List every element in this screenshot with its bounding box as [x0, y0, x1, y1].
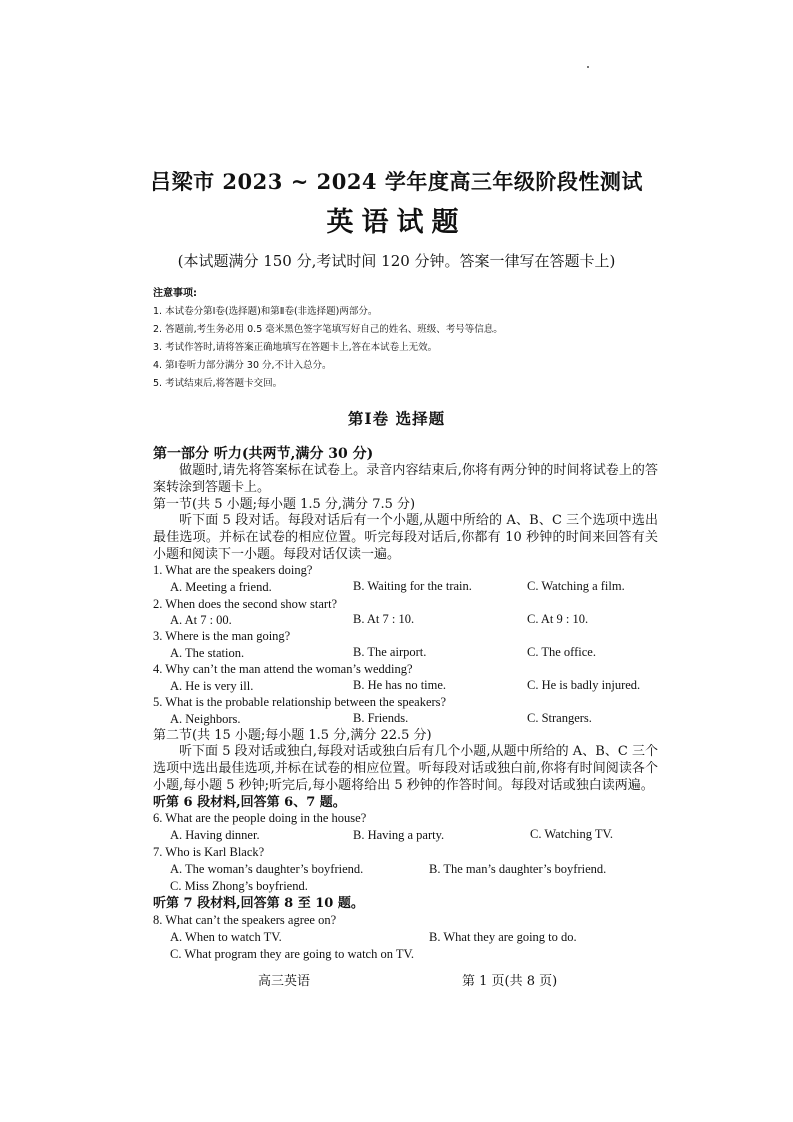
option-c: C. Watching TV. — [530, 827, 614, 841]
option-a: A. He is very ill. — [170, 679, 254, 693]
section2-heading: 第二节(共 15 小题;每小题 1.5 分,满分 22.5 分) — [153, 728, 432, 743]
exam-note: (本试题满分 150 分,考试时间 120 分钟。答案一律写在答题卡上) — [177, 252, 616, 270]
question-stem: 4. Why can’t the man attend the woman’s wedding? — [153, 662, 413, 676]
notice-item: 5. 考试结束后,将答题卡交回。 — [153, 378, 283, 389]
scan-speck — [587, 66, 589, 68]
notice-item: 2. 答题前,考生务必用 0.5 毫米黑色签字笔填写好自己的姓名、班级、考号等信息。 — [153, 324, 503, 335]
question-stem: 1. What are the speakers doing? — [153, 563, 313, 577]
notice-heading: 注意事项: — [153, 288, 197, 299]
option-b: B. What they are going to do. — [429, 930, 577, 944]
option-c: C. Watching a film. — [527, 579, 625, 593]
option-b: B. Having a party. — [353, 828, 445, 842]
question-stem: 7. Who is Karl Black? — [153, 845, 265, 859]
exam-title: 吕梁市 2023 ~ 2024 学年度高三年级阶段性测试 — [150, 169, 643, 194]
part-intro: 做题时,请先将答案标在试卷上。录音内容结束后,你将有两分钟的时间将试卷上的答案转涂到答题卡上。 — [153, 463, 658, 495]
material-instruction: 听第 7 段材料,回答第 8 至 10 题。 — [153, 896, 364, 911]
section1-intro: 听下面 5 段对话。每段对话后有一个小题,从题中所给的 A、B、C 三个选项中选出最佳选项。并标在试卷的相应位置。听完每段对话后,你都有 10 秒钟的时间来回答有关小题和阅读下一小题。每段对话仅读一遍。 — [153, 513, 658, 562]
option-a: A. At 7 : 00. — [170, 613, 232, 627]
option-b: B. The man’s daughter’s boyfriend. — [429, 862, 607, 876]
option-c: C. The office. — [527, 645, 596, 659]
question-stem: 5. What is the probable relationship between the speakers? — [153, 695, 447, 709]
part-heading: 第一部分 听力(共两节,满分 30 分) — [153, 446, 374, 462]
option-b: B. He has no time. — [353, 678, 447, 692]
option-a: A. Having dinner. — [170, 828, 260, 842]
footer-page-number: 第 1 页(共 8 页) — [462, 974, 558, 989]
section2-intro: 听下面 5 段对话或独白,每段对话或独白后有几个小题,从题中所给的 A、B、C 三个选项中选出最佳选项,并标在试卷的相应位置。听每段对话或独白前,你将有时间阅读各个小题,每小题 5 秒钟;听完后,每小题将给出 5 秒钟的作答时间。每段对话或独白读两遍。 — [153, 744, 658, 793]
option-b: B. Waiting for the train. — [353, 579, 472, 593]
notice-item: 1. 本试卷分第Ⅰ卷(选择题)和第Ⅱ卷(非选择题)两部分。 — [153, 306, 378, 317]
option-c: C. He is badly injured. — [527, 678, 641, 692]
question-stem: 8. What can’t the speakers agree on? — [153, 913, 337, 927]
notice-item: 3. 考试作答时,请将答案正确地填写在答题卡上,答在本试卷上无效。 — [153, 342, 438, 353]
section1-heading: 第一节(共 5 小题;每小题 1.5 分,满分 7.5 分) — [153, 497, 416, 512]
section-title: 第Ⅰ卷 选择题 — [347, 409, 446, 428]
option-b: B. Friends. — [353, 711, 409, 725]
option-a: A. Neighbors. — [170, 712, 241, 726]
option-a: A. The station. — [170, 646, 245, 660]
notice-item: 4. 第Ⅰ卷听力部分满分 30 分,不计入总分。 — [153, 360, 332, 371]
material-instruction: 听第 6 段材料,回答第 6、7 题。 — [153, 795, 346, 810]
question-stem: 3. Where is the man going? — [153, 629, 291, 643]
option-b: B. The airport. — [353, 645, 427, 659]
option-c: C. Strangers. — [527, 711, 592, 725]
exam-subtitle: 英语试题 — [326, 207, 467, 238]
option-b: B. At 7 : 10. — [353, 612, 415, 626]
option-a: A. When to watch TV. — [170, 930, 282, 944]
question-stem: 2. When does the second show start? — [153, 597, 338, 611]
footer-subject: 高三英语 — [258, 974, 311, 989]
option-c: C. At 9 : 10. — [527, 612, 589, 626]
option-a: A. The woman’s daughter’s boyfriend. — [170, 862, 364, 876]
question-stem: 6. What are the people doing in the house? — [153, 811, 367, 825]
option-c: C. What program they are going to watch on TV. — [170, 947, 415, 961]
option-c: C. Miss Zhong’s boyfriend. — [170, 879, 308, 893]
option-a: A. Meeting a friend. — [170, 580, 272, 594]
